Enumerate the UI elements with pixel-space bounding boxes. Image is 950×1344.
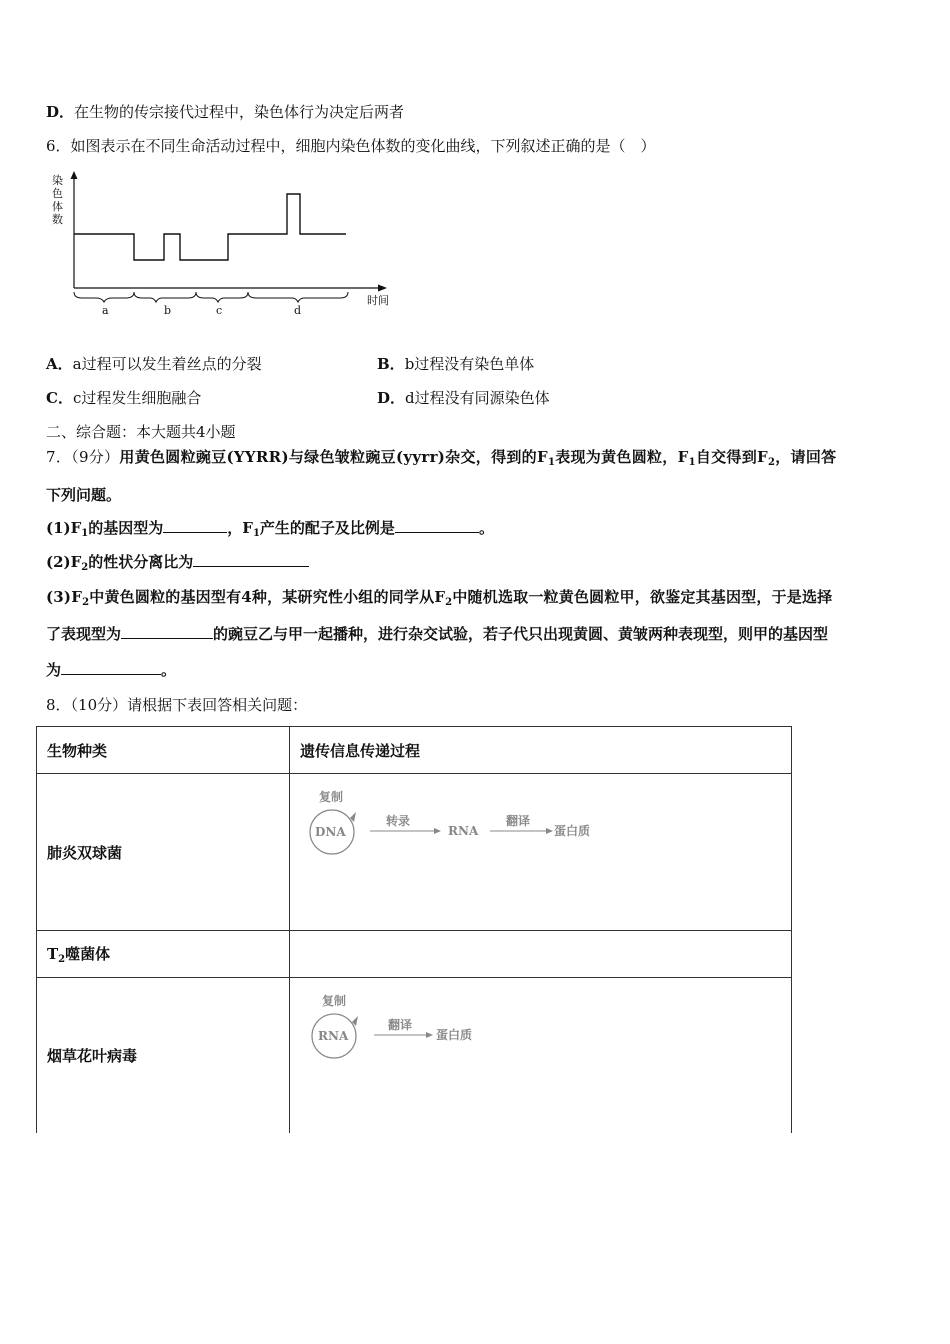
option-text: b过程没有染色单体 <box>404 355 535 373</box>
option-label: A． <box>46 355 73 373</box>
q7-text: 用黄色圆粒豌豆(YYRR)与绿色皱粒豌豆(yyrr)杂交，得到的 <box>119 448 537 466</box>
q7-stem-line2: 下列问题。 <box>46 486 122 504</box>
arrow-head <box>426 1032 433 1038</box>
table-row <box>37 978 792 1133</box>
brace-b <box>134 292 196 302</box>
f-symbol: F <box>677 448 689 466</box>
option-label: D． <box>46 103 75 121</box>
part-text: 的基因型为 <box>88 519 164 537</box>
part-text: 的性状分离比为 <box>88 553 194 571</box>
part-text: 中黄色圆粒的基因型有4种，某研究性小组的同学从 <box>89 588 435 606</box>
answer-blank[interactable] <box>395 518 479 533</box>
answer-blank[interactable] <box>61 660 161 675</box>
organism-cell: 烟草花叶病毒 <box>37 978 290 1133</box>
arrow-label: 翻译 <box>388 1018 413 1032</box>
subscript: 1 <box>252 528 260 539</box>
subscript: 2 <box>58 954 66 965</box>
answer-blank[interactable] <box>121 624 213 639</box>
part-text: 了表现型为 <box>46 625 122 643</box>
answer-blank[interactable] <box>193 552 309 567</box>
q7-score: （9分） <box>71 448 120 466</box>
q7-part2 <box>46 552 309 578</box>
brace-c <box>196 292 248 302</box>
loop-label: 复制 <box>322 994 347 1008</box>
part-text: 中随机选取一粒黄色圆粒甲，欲鉴定其基因型，于是选择 <box>452 588 833 606</box>
f-symbol: F <box>242 519 253 537</box>
option-label: B． <box>377 355 405 373</box>
node-rna: RNA <box>318 1029 349 1043</box>
segment-label-c: c <box>216 304 223 317</box>
info-transfer-table <box>36 726 792 1133</box>
option-label: D． <box>377 389 406 407</box>
f-symbol: F <box>757 448 768 466</box>
segment-label-a: a <box>102 304 109 317</box>
node-protein: 蛋白质 <box>554 824 591 838</box>
subscript: 2 <box>82 597 90 608</box>
arrow-head <box>434 828 441 834</box>
q6-option-c <box>46 388 201 408</box>
node-dna: DNA <box>315 825 346 839</box>
q7-text: ，请回答 <box>775 448 837 466</box>
segment-label-d: d <box>294 304 302 317</box>
f-symbol: F <box>536 448 548 466</box>
f-symbol: F <box>434 588 446 606</box>
node-protein: 蛋白质 <box>436 1028 473 1042</box>
f-symbol: F <box>70 519 82 537</box>
y-axis-arrow <box>71 171 78 179</box>
q7-text: 表现为黄色圆粒， <box>555 448 678 466</box>
f-symbol: F <box>71 588 83 606</box>
option-text: 在生物的传宗接代过程中，染色体行为决定后两者 <box>74 103 405 121</box>
loop-label: 复制 <box>319 790 344 804</box>
q7-part3-line3 <box>46 660 176 680</box>
part-number: (1) <box>46 519 71 537</box>
brace-d <box>248 292 348 302</box>
subscript: 2 <box>445 597 453 608</box>
x-axis-arrow <box>378 285 387 292</box>
q6-stem: 6．如图表示在不同生命活动过程中，细胞内染色体数的变化曲线，下列叙述正确的是（ ） <box>46 137 656 155</box>
process-cell <box>290 978 792 1133</box>
x-axis-label: 时间 <box>367 294 389 307</box>
subscript: 1 <box>81 528 89 539</box>
q7-number: 7． <box>46 448 72 466</box>
part-text: ， <box>227 519 243 537</box>
organism-text: 噬菌体 <box>65 945 111 963</box>
brace-a <box>74 292 134 302</box>
subscript: 1 <box>688 457 696 468</box>
q6-option-b <box>377 354 534 374</box>
y-axis-label <box>52 173 63 226</box>
organism-cell <box>37 931 290 978</box>
table-row <box>37 931 792 978</box>
y-label-char: 数 <box>52 213 63 226</box>
organism-cell: 肺炎双球菌 <box>37 774 290 931</box>
table-header-cell: 遗传信息传递过程 <box>290 727 792 774</box>
part-text: 产生的配子及比例是 <box>259 519 395 537</box>
option-label: C． <box>46 389 73 407</box>
y-label-char: 色 <box>52 187 63 200</box>
q7-part3-line2 <box>46 624 828 644</box>
subscript: 2 <box>767 457 776 468</box>
q6-option-d <box>377 388 550 408</box>
chromosome-count-chart <box>44 168 404 318</box>
organism-text: T <box>47 945 59 963</box>
option-text: c过程发生细胞融合 <box>72 389 202 407</box>
chromosome-curve <box>74 194 346 260</box>
arrow-label: 转录 <box>386 814 411 828</box>
q8-stem: 8．（10分）请根据下表回答相关问题： <box>46 696 308 714</box>
part-text: 的豌豆乙与甲一起播种，进行杂交试验，若子代只出现黄圆、黄皱两种表现型，则甲的基因型 <box>213 625 829 643</box>
q6-option-a <box>46 354 262 374</box>
q7-stem-line1 <box>46 447 836 473</box>
part-text: 。 <box>161 661 177 679</box>
subscript: 2 <box>81 562 89 573</box>
node-rna: RNA <box>448 824 479 838</box>
part-number: (3) <box>46 588 72 606</box>
y-label-char: 染 <box>52 174 63 187</box>
segment-label-b: b <box>164 304 172 317</box>
table-header-cell: 生物种类 <box>37 727 290 774</box>
option-text: a过程可以发生着丝点的分裂 <box>72 355 262 373</box>
part-text: 。 <box>478 519 494 537</box>
arrow-label: 翻译 <box>506 814 531 828</box>
part-number: (2) <box>46 553 71 571</box>
q7-text: 自交得到 <box>695 448 758 466</box>
process-cell <box>290 931 792 978</box>
q7-part1 <box>46 518 494 544</box>
arrow-head <box>546 828 553 834</box>
q7-part3-line1 <box>46 587 832 613</box>
answer-blank[interactable] <box>163 518 227 533</box>
f-symbol: F <box>70 553 82 571</box>
dna-transfer-diagram <box>300 784 620 874</box>
y-label-char: 体 <box>52 200 63 213</box>
section-title: 二、综合题：本大题共4小题 <box>46 423 236 441</box>
q5-option-d <box>46 102 404 122</box>
option-text: d过程没有同源染色体 <box>405 389 550 407</box>
process-cell <box>290 774 792 931</box>
rna-transfer-diagram <box>302 988 562 1078</box>
table-row <box>37 774 792 931</box>
subscript: 1 <box>547 457 556 468</box>
table-header-row <box>37 727 792 774</box>
part-text: 为 <box>46 661 62 679</box>
